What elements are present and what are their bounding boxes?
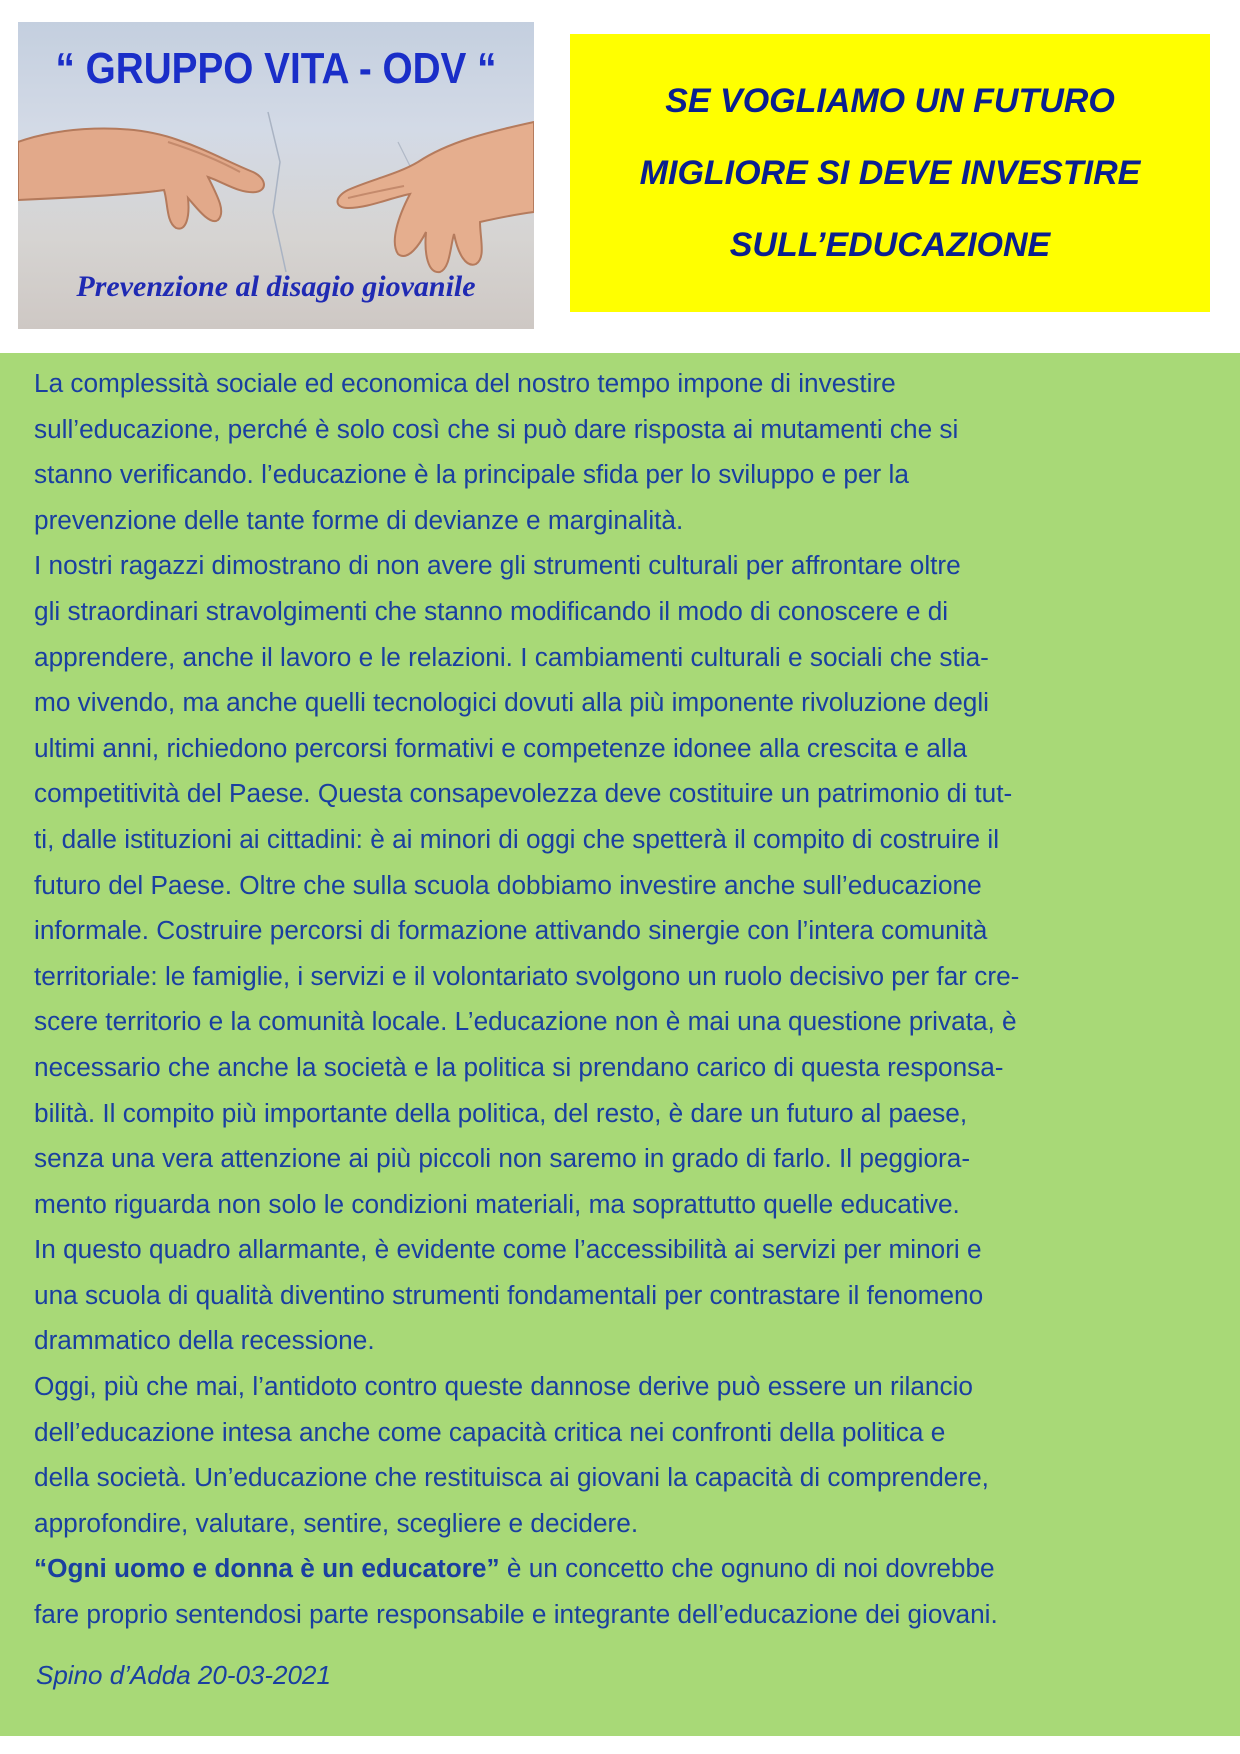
body-line: necessario che anche la società e la politica si prendano carico di questa responsa- [34,1051,1004,1082]
body-line: della società. Un’educazione che restituisca ai giovani la capacità di comprendere, [34,1462,989,1493]
body-line: informale. Costruire percorsi di formazione attivando sinergie con l’intera comunità [34,915,988,946]
body-line: I nostri ragazzi dimostrano di non avere gli strumenti culturali per affrontare oltre [34,550,961,581]
headline-box [570,34,1210,312]
headline-line: SULL’EDUCAZIONE [729,226,1051,264]
body-line: bilità. Il compito più importante della politica, del resto, è dare un futuro al paese, [34,1097,968,1128]
body-line: approfondire, valutare, sentire, scegliere e decidere. [34,1507,639,1538]
body-line: scere territorio e la comunità locale. L’educazione non è mai una questione privata, è [34,1006,1017,1037]
body-line: futuro del Paese. Oltre che sulla scuola dobbiamo investire anche sull’educazione [34,869,982,900]
body-line: La complessità sociale ed economica del nostro tempo impone di investire [34,368,896,398]
body-line: apprendere, anche il lavoro e le relazioni. I cambiamenti culturali e sociali che stia- [34,641,989,672]
body-line: mento riguarda non solo le condizioni materiali, ma soprattutto quelle educative. [34,1188,960,1219]
body-line: In questo quadro allarmante, è evidente come l’accessibilità ai servizi per minori e [34,1234,982,1265]
headline-line: MIGLIORE SI DEVE INVESTIRE [639,154,1141,192]
body-line: Oggi, più che mai, l’antidoto contro queste dannose derive può essere un rilancio [34,1371,973,1402]
headline-line: SE VOGLIAMO UN FUTURO [665,82,1115,120]
body-line: fare proprio sentendosi parte responsabile e integrante dell’educazione dei giovani. [34,1599,998,1630]
signature: Spino d’Adda 20-03-2021 [36,1660,331,1690]
logo-title: “ GRUPPO VITA - ODV “ [55,44,497,93]
body-line: stanno verificando. l’educazione è la principale sfida per lo sviluppo e per la [34,459,909,490]
body-line: drammatico della recessione. [34,1325,375,1356]
body-line: mo vivendo, ma anche quelli tecnologici dovuti alla più imponente rivoluzione degli [34,687,989,718]
body-line: ti, dalle istituzioni ai cittadini: è ai minori di oggi che spetterà il compito di costruire il [34,823,1000,854]
body-line: prevenzione delle tante forme di devianze e marginalità. [34,504,684,535]
article-body [34,361,1214,1638]
logo [18,22,534,329]
body-line: dell’educazione intesa anche come capacità critica nei confronti della politica e [34,1416,946,1447]
body-line: ultimi anni, richiedono percorsi formativi e competenze idonee alla crescita e alla [34,732,968,763]
quote-line [34,1546,1214,1592]
body-line: territoriale: le famiglie, i servizi e il volontariato svolgono un ruolo decisivo per far cre- [34,960,1020,991]
body-line: senza una vera attenzione ai più piccoli non saremo in grado di farlo. Il peggiora- [34,1143,971,1174]
logo-subtitle: Prevenzione al disagio giovanile [76,270,476,303]
quote-rest: è un concetto che ognuno di noi dovrebbe [499,1553,995,1584]
body-line: gli straordinari stravolgimenti che stanno modificando il modo di conoscere e di [34,595,949,626]
body-line: una scuola di qualità diventino strumenti fondamentali per contrastare il fenomeno [34,1279,984,1310]
body-line: competitività del Paese. Questa consapevolezza deve costituire un patrimonio di tut- [34,778,1013,809]
quote-bold: “Ogni uomo e donna è un educatore” [34,1553,500,1584]
body-line: sull’educazione, perché è solo così che si può dare risposta ai mutamenti che si [34,413,959,444]
